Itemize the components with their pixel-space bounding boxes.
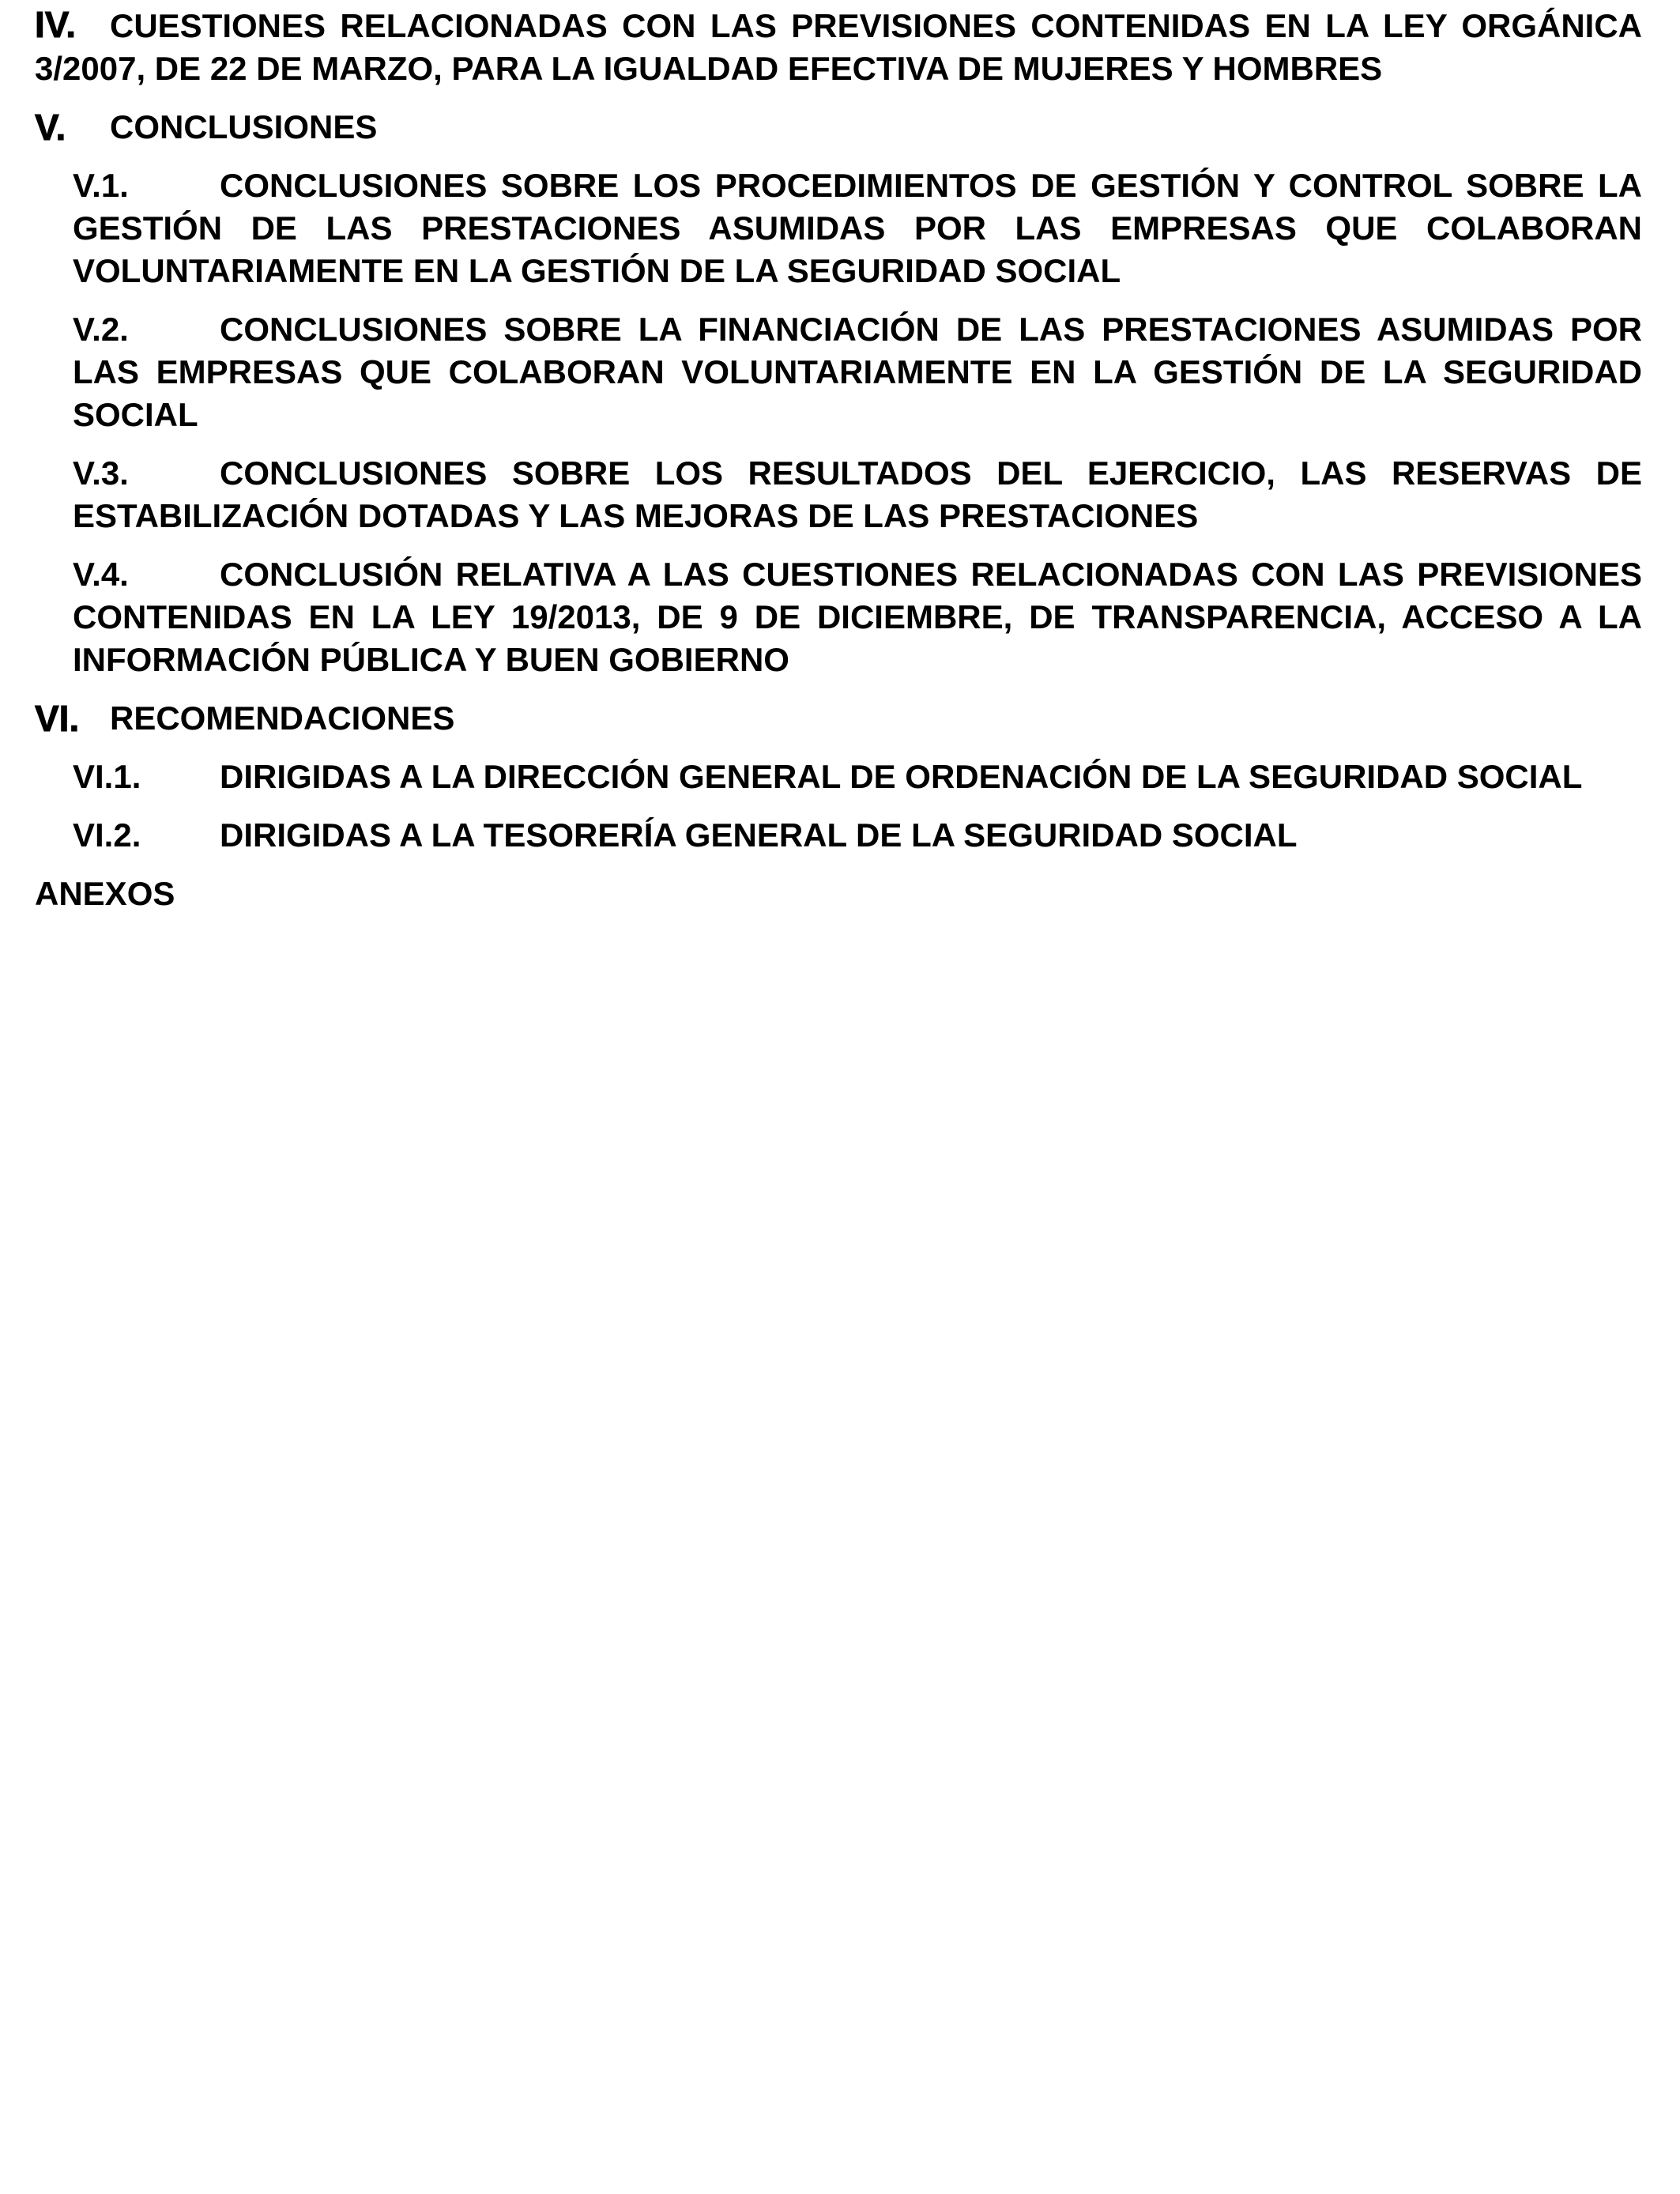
- toc-entry-v: [35, 106, 1642, 149]
- toc-entry-anexos: [35, 873, 1642, 915]
- toc-number-v2: V.2.: [73, 311, 129, 348]
- toc-number-v3: V.3.: [73, 454, 129, 492]
- toc-text-v4: CONCLUSIÓN RELATIVA A LAS CUESTIONES RELACIONADAS CON LAS PREVISIONES CONTENIDAS EN LA LEY 19/2013, DE 9 DE DICIEMBRE, DE TRANSPARENCIA, ACCESO A LA INFORMACIÓN PÚBLICA Y BUEN GOBIERNO: [73, 556, 1642, 678]
- toc-entry-v4: [73, 553, 1642, 681]
- toc-text-vi2: DIRIGIDAS A LA TESORERÍA GENERAL DE LA SEGURIDAD SOCIAL: [220, 816, 1298, 854]
- toc-entry-v1: [73, 164, 1642, 292]
- toc-entry-v3: [73, 452, 1642, 537]
- table-of-contents: [35, 0, 1642, 931]
- toc-number-vi: VI.: [35, 698, 80, 739]
- toc-number-iv: IV.: [35, 4, 77, 45]
- toc-entry-vi1: [73, 756, 1642, 798]
- toc-number-v: V.: [35, 107, 66, 148]
- toc-number-v1: V.1.: [73, 167, 129, 204]
- toc-text-vi1: DIRIGIDAS A LA DIRECCIÓN GENERAL DE ORDENACIÓN DE LA SEGURIDAD SOCIAL: [220, 758, 1583, 795]
- toc-entry-vi2: [73, 814, 1642, 857]
- toc-text-v3: CONCLUSIONES SOBRE LOS RESULTADOS DEL EJERCICIO, LAS RESERVAS DE ESTABILIZACIÓN DOTADAS Y LAS MEJORAS DE LAS PRESTACIONES: [73, 454, 1642, 534]
- toc-number-vi1: VI.1.: [73, 758, 141, 795]
- toc-text-v1: CONCLUSIONES SOBRE LOS PROCEDIMIENTOS DE GESTIÓN Y CONTROL SOBRE LA GESTIÓN DE LAS PRESTACIONES ASUMIDAS POR LAS EMPRESAS QUE COLABORAN VOLUNTARIAMENTE EN LA GESTIÓN DE LA SEGURIDAD SOCIAL: [73, 167, 1642, 289]
- toc-text-vi: RECOMENDACIONES: [110, 699, 455, 737]
- toc-entry-v2: [73, 308, 1642, 436]
- toc-text-iv: CUESTIONES RELACIONADAS CON LAS PREVISIONES CONTENIDAS EN LA LEY ORGÁNICA 3/2007, DE 22 DE MARZO, PARA LA IGUALDAD EFECTIVA DE MUJERES Y HOMBRES: [35, 7, 1642, 87]
- toc-entry-vi: [35, 697, 1642, 740]
- toc-number-vi2: VI.2.: [73, 816, 141, 854]
- toc-entry-iv: [35, 3, 1642, 90]
- toc-number-v4: V.4.: [73, 556, 129, 593]
- toc-text-anexos: ANEXOS: [35, 875, 175, 912]
- toc-text-v2: CONCLUSIONES SOBRE LA FINANCIACIÓN DE LAS PRESTACIONES ASUMIDAS POR LAS EMPRESAS QUE COLABORAN VOLUNTARIAMENTE EN LA GESTIÓN DE LA SEGURIDAD SOCIAL: [73, 311, 1642, 433]
- toc-text-v: CONCLUSIONES: [110, 108, 378, 145]
